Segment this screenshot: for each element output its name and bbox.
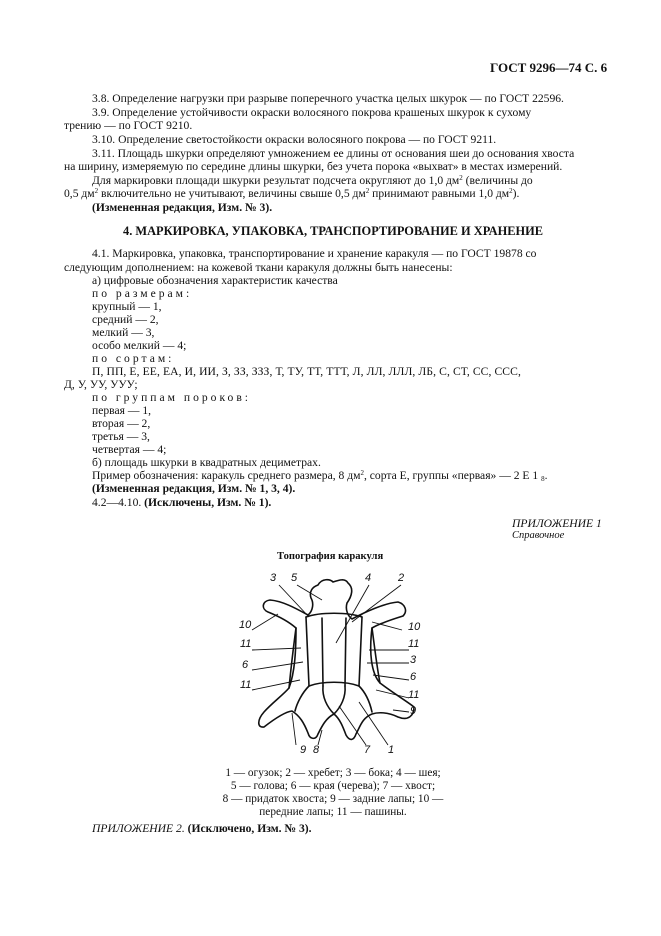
paragraph-3-11-l3: Для маркировки площади шкурки результат подсчета округляют до 1,0 $дм^2$ (величины до <box>92 174 533 187</box>
caption-line-4: передние лапы; 11 — пашины. <box>259 806 407 818</box>
by-sort-label: по сортам: <box>92 352 175 365</box>
caption-line-1: 1 — огузок; 2 — хребет; 3 — бока; 4 — шея; <box>225 767 441 779</box>
marker-8: 8 <box>313 744 320 756</box>
marker-1: 1 <box>388 744 395 756</box>
caption-line-2: 5 — голова; 6 — края (черева); 7 — хвост; <box>230 780 436 792</box>
paragraph-3-11-l2: на ширину, измеряемую по середине длины шкурки, без учета порока «выхват» в местах измерений. <box>64 160 563 173</box>
figure-title: Топография каракуля <box>277 551 384 562</box>
appendix-1-label: ПРИЛОЖЕНИЕ 1 <box>512 517 602 530</box>
group-2: вторая — 2, <box>92 417 151 430</box>
marker-11-right-1: 11 <box>408 638 420 650</box>
marker-11-left-1: 11 <box>240 638 252 650</box>
sorts-list-cont: Д, У, УУ, УУУ; <box>64 378 138 391</box>
size-1: крупный — 1, <box>92 300 162 313</box>
marker-4: 4 <box>365 572 372 584</box>
size-2: средний — 2, <box>92 313 159 326</box>
marker-6-right: 6 <box>410 671 417 683</box>
sorts-list: П, ПП, Е, ЕЕ, ЕА, И, ИИ, З, ЗЗ, ЗЗЗ, Т, ТУ, ТТ, ТТТ, Л, ЛЛ, ЛЛЛ, ЛБ, С, СТ, СС, ССС, <box>92 365 521 378</box>
marker-5: 5 <box>291 572 298 584</box>
marker-10-right: 10 <box>408 621 421 633</box>
marker-9-bottom: 9 <box>300 744 307 756</box>
paragraph-4-2-4-10: 4.2—4.10. (Исключены, Изм. № 1). <box>92 496 272 509</box>
marker-11-left-2: 11 <box>240 679 252 691</box>
appendix-1-type: Справочное <box>512 530 565 541</box>
paragraph-3-9-cont: трению — по ГОСТ 9210. <box>64 119 193 132</box>
group-4: четвертая — 4; <box>92 443 167 456</box>
section-title: 4. МАРКИРОВКА, УПАКОВКА, ТРАНСПОРТИРОВАНИЕ И ХРАНЕНИЕ <box>123 224 544 238</box>
paragraph-3-11-l4: 0,5 $дм^2$ включительно не учитывают, величины свыше 0,5 $дм^2$ принимают равными 1,0 $дм^2$). <box>64 187 520 200</box>
marker-2: 2 <box>398 572 405 584</box>
marker-10-left: 10 <box>239 619 252 631</box>
marker-3: 3 <box>270 572 277 584</box>
marker-11-right-2: 11 <box>408 689 420 701</box>
page-header: ГОСТ 9296—74 С. 6 <box>490 60 608 75</box>
marker-9-right: 9 <box>410 705 417 717</box>
marker-7: 7 <box>364 744 371 756</box>
paragraph-3-8: 3.8. Определение нагрузки при разрыве поперечного участка целых шкурок — по ГОСТ 22596. <box>92 92 564 105</box>
item-a: а) цифровые обозначения характеристик качества <box>92 274 338 287</box>
size-4: особо мелкий — 4; <box>92 339 187 352</box>
amendment-note: (Измененная редакция, Изм. № 3). <box>92 201 273 214</box>
example: Пример обозначения: каракуль среднего размера, 8 $дм^2$, сорта Е, группы «первая» — 2 Е 1 $_8$. <box>92 469 548 483</box>
caption-line-3: 8 — придаток хвоста; 9 — задние лапы; 10 — <box>222 793 444 805</box>
marker-6-left: 6 <box>242 659 249 671</box>
item-b: б) площадь шкурки в квадратных дециметрах. <box>92 456 321 469</box>
size-3: мелкий — 3, <box>92 326 155 339</box>
paragraph-4-1-l2: следующим дополнением: на кожевой ткани каракуля должны быть нанесены: <box>64 261 453 274</box>
marker-3-right: 3 <box>410 654 417 666</box>
group-3: третья — 3, <box>92 430 150 443</box>
appendix-2: ПРИЛОЖЕНИЕ 2. (Исключено, Изм. № 3). <box>92 822 312 835</box>
paragraph-4-1: 4.1. Маркировка, упаковка, транспортирование и хранение каракуля — по ГОСТ 19878 со <box>92 247 537 260</box>
paragraph-3-11: 3.11. Площадь шкурки определяют умножением ее длины от основания шеи до основания хвоста <box>92 147 575 160</box>
figure-caption <box>208 767 458 819</box>
by-size-label: по размерам: <box>92 287 193 300</box>
paragraph-3-10: 3.10. Определение светостойкости окраски волосяного покрова — по ГОСТ 9211. <box>92 133 497 146</box>
by-defects-label: по группам пороков: <box>92 391 252 404</box>
group-1: первая — 1, <box>92 404 152 417</box>
paragraph-3-9: 3.9. Определение устойчивости окраски волосяного покрова крашеных шкурок к сухому <box>92 106 532 119</box>
amendment-note-2: (Измененная редакция, Изм. № 1, 3, 4). <box>92 482 296 495</box>
